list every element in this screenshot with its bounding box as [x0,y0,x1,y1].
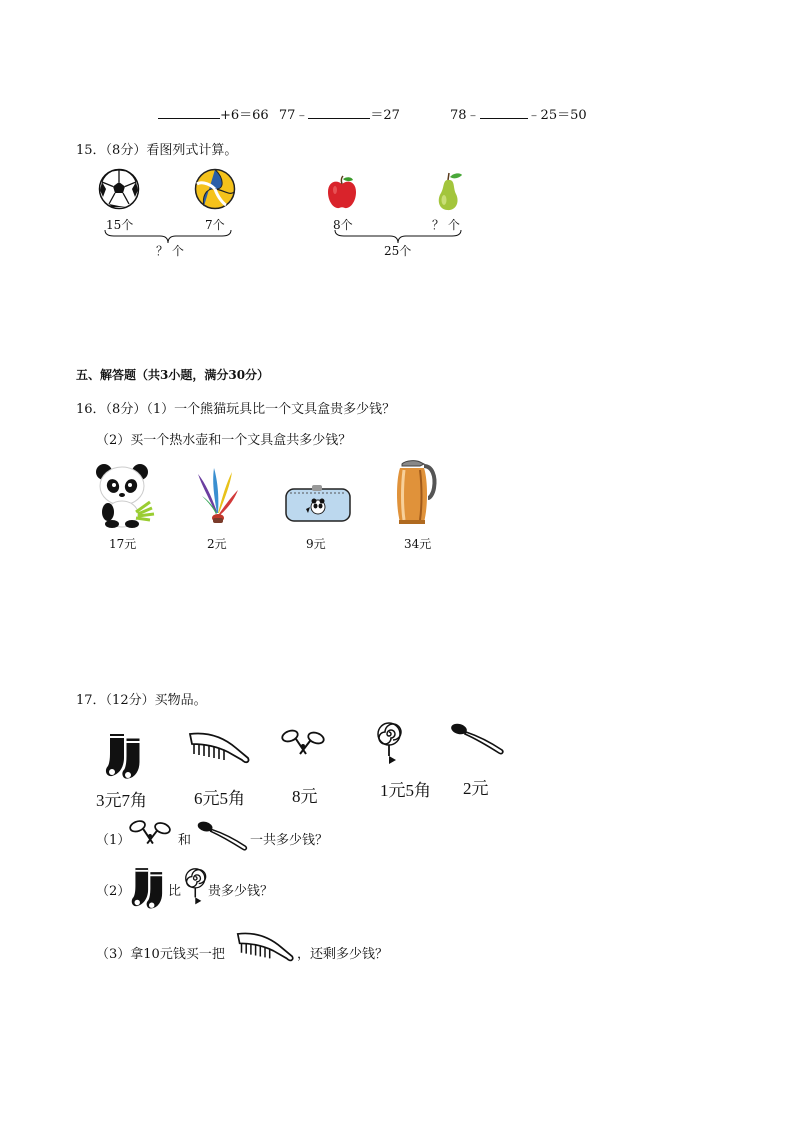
right-b-label: ？ 个 [432,218,460,232]
equation-1-tail: +6＝66 [220,108,269,123]
price-spoon: 2元 [463,779,489,798]
question-17-title: 17．（12分）买物品。 [76,693,207,708]
right-total-label: 25个 [384,244,412,258]
shuttlecock-icon [196,466,240,526]
thermos-icon [392,458,440,526]
sub-question-3-tail: ，还剩多少钱？ [297,947,389,962]
sub-question-3-head: （3）拿10元钱买一把 [96,947,225,962]
equation-row [158,104,400,123]
volleyball-icon [194,168,236,210]
apple-icon [326,176,358,210]
sub-question-1-and: 和 [178,833,192,848]
panda-toy-icon [92,462,156,528]
answer-blank-3[interactable] [480,106,528,119]
left-b-label: 7个 [205,218,225,232]
lollipop-inline-icon [184,866,210,908]
price-lollipop: 1元5角 [380,781,431,800]
lollipop-icon [376,722,406,766]
sub-question-2-tail: 贵多少钱？ [208,884,274,899]
answer-blank-2[interactable] [308,106,370,119]
equation-2-head: 77﹣ [278,108,309,123]
right-a-label: 8个 [333,218,353,232]
scissors-icon [280,728,328,758]
sub-question-1-tail: 一共多少钱？ [250,833,329,848]
scissors-inline-icon [128,818,174,848]
answer-blank-1[interactable] [158,106,220,119]
question-16-line2: （2）买一个热水壶和一个文具盒共多少钱？ [96,433,352,448]
section-heading: 五、解答题（共3小题，满分30分） [76,368,270,382]
price-shuttlecock: 2元 [207,537,227,551]
price-scissors: 8元 [292,787,318,806]
socks-icon [104,732,146,780]
equation-3: 78﹣ ﹣25＝50 [450,108,587,123]
price-pencil-case: 9元 [306,537,326,551]
pear-icon [433,172,465,212]
price-comb: 6元5角 [194,789,245,808]
left-a-label: 15个 [106,218,134,232]
spoon-inline-icon [196,820,250,852]
spoon-icon [450,722,506,756]
price-socks: 3元7角 [96,791,147,810]
question-15-title: 15．（8分）看图列式计算。 [76,143,238,158]
sub-question-2-num: （2） [96,884,131,899]
socks-inline-icon [130,866,168,910]
soccer-ball-icon [98,168,140,210]
sub-question-1-num: （1） [96,833,131,848]
comb-inline-icon [234,928,296,968]
equation-2-tail: ＝27 [370,108,400,123]
pencil-case-icon [284,485,352,523]
comb-icon [186,730,252,768]
question-16-line1: 16．（8分）（1）一个熊猫玩具比一个文具盒贵多少钱？ [76,402,396,417]
sub-question-2-than: 比 [168,884,182,899]
price-panda: 17元 [109,537,137,551]
left-total-label: ？ 个 [156,244,184,258]
price-thermos: 34元 [404,537,432,551]
